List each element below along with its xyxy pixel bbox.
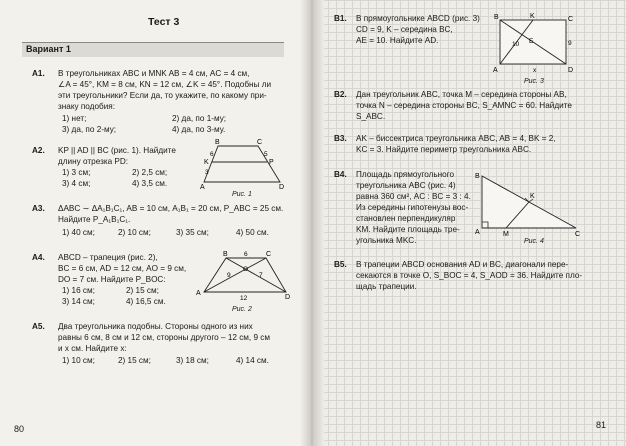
question-line: BC = 6 см, AD = 12 см, AO = 9 см, xyxy=(58,264,187,273)
answer-option: 3) 14 см; xyxy=(62,297,95,306)
label-6: 6 xyxy=(244,251,248,258)
question-line: равны 6 см, 8 см и 12 см, стороны другого – 12 см, 9 см xyxy=(58,333,271,342)
answer-option: 4) 16,5 см. xyxy=(126,297,166,306)
question-line: KC = 3. Найдите периметр треугольника ABC. xyxy=(356,145,532,154)
label-6: 6 xyxy=(210,151,214,158)
label-a: A xyxy=(196,290,201,297)
figure-caption: Рис. 3 xyxy=(524,78,544,85)
answer-option: 4) 50 см. xyxy=(236,228,269,237)
label-o: O xyxy=(243,266,249,273)
question-line: CD = 9, K – середина BC, xyxy=(356,25,453,34)
label-a: A xyxy=(475,229,480,236)
question-number: А1. xyxy=(32,69,45,78)
answer-option: 2) 15 см; xyxy=(126,286,159,295)
answer-option: 1) 40 см; xyxy=(62,228,95,237)
question-line: В трапеции ABCD основания AD и BC, диагонали пере- xyxy=(356,260,569,269)
label-c: C xyxy=(266,251,272,258)
question-number: А5. xyxy=(32,322,45,331)
label-e: E xyxy=(529,38,534,45)
answer-option: 2) 2,5 см; xyxy=(132,168,168,177)
question-line: AE = 10. Найдите AD. xyxy=(356,36,439,45)
question-line: KP || AD || BC (рис. 1). Найдите xyxy=(58,146,176,155)
answer-option: 4) 3,5 см. xyxy=(132,179,168,188)
answer-option: 3) 35 см; xyxy=(176,228,209,237)
label-b: B xyxy=(475,173,480,180)
label-x: x xyxy=(533,67,537,74)
question-line: щадь трапеции. xyxy=(356,282,417,291)
question-line: угольника MKC. xyxy=(356,236,417,245)
figure-caption: Рис. 2 xyxy=(232,306,252,313)
figure-caption: Рис. 4 xyxy=(524,238,544,245)
book-spine xyxy=(300,0,324,446)
question-line: знаку подобия: xyxy=(58,102,115,111)
figure-caption: Рис. 1 xyxy=(232,191,252,198)
label-b: B xyxy=(223,251,228,258)
question-line: и x см. Найдите x: xyxy=(58,344,127,353)
label-12: 12 xyxy=(240,295,248,302)
label-k: K xyxy=(204,159,209,166)
answer-option: 2) 10 см; xyxy=(118,228,151,237)
label-7: 7 xyxy=(259,272,263,279)
answer-option: 4) 14 см. xyxy=(236,356,269,365)
right-page xyxy=(312,0,626,446)
question-line: DO = 7 см. Найдите P_BOC: xyxy=(58,275,166,284)
question-line: Площадь прямоугольного xyxy=(356,170,455,179)
label-a: A xyxy=(493,67,498,74)
question-line: Два треугольника подобны. Стороны одного из них xyxy=(58,322,253,331)
question-line: ABCD – трапеция (рис. 2), xyxy=(58,253,158,262)
question-line: Найдите P_A₁B₁C₁. xyxy=(58,215,131,224)
question-line: ΔABC ∼ ΔA₁B₁C₁, AB = 10 см, A₁B₁ = 20 см, P_ABC = 25 см. xyxy=(58,204,284,213)
label-m: M xyxy=(503,231,509,236)
question-number: В5. xyxy=(334,260,347,269)
question-number: А4. xyxy=(32,253,45,262)
left-page xyxy=(0,0,312,446)
answer-option: 3) 18 см; xyxy=(176,356,209,365)
label-9: 9 xyxy=(227,272,231,279)
label-k: K xyxy=(530,193,535,200)
label-d: D xyxy=(568,67,574,74)
label-d: D xyxy=(279,184,285,190)
variant-title: Вариант 1 xyxy=(26,44,71,54)
question-line: AK – биссектриса треугольника ABC, AB = 4, BK = 2, xyxy=(356,134,556,143)
question-line: секаются в точке O, S_BOC = 4, S_AOD = 36. Найдите пло- xyxy=(356,271,583,280)
answer-option: 1) 16 см; xyxy=(62,286,95,295)
label-b: B xyxy=(494,14,499,21)
question-line: равна 360 см², AC : BC = 3 : 4. xyxy=(356,192,471,201)
answer-option: 1) нет; xyxy=(62,114,87,123)
label-c: C xyxy=(257,139,263,146)
test-title: Тест 3 xyxy=(148,16,180,28)
figure-3-rectangle xyxy=(492,12,578,76)
question-line: В треугольниках ABC и MNK AB = 4 см, AC = 4 см, xyxy=(58,69,250,78)
question-line: ∠A = 45°, KM = 8 см, KN = 12 см, ∠K = 45°. Подобны ли xyxy=(58,80,272,89)
question-number: В4. xyxy=(334,170,347,179)
page-number: 80 xyxy=(14,424,25,434)
question-number: А3. xyxy=(32,204,45,213)
answer-option: 1) 3 см; xyxy=(62,168,91,177)
question-number: А2. xyxy=(32,146,45,155)
label-p: P xyxy=(269,159,274,166)
label-3: 3 xyxy=(205,169,209,176)
question-number: В3. xyxy=(334,134,347,143)
page-number: 81 xyxy=(596,420,607,430)
label-9: 9 xyxy=(568,40,572,47)
question-line: Дан треугольник ABC, точка M – середина стороны AB, xyxy=(356,90,567,99)
question-line: S_ABC. xyxy=(356,112,386,121)
question-line: эти треугольники? Если да, то укажите, по какому при- xyxy=(58,91,267,100)
label-10: 10 xyxy=(512,41,520,48)
figure-1-trapezoid xyxy=(200,138,288,190)
question-line: длину отрезка PD: xyxy=(58,157,129,166)
question-line: В прямоугольнике ABCD (рис. 3) xyxy=(356,14,480,23)
label-c: C xyxy=(575,231,581,236)
question-number: В2. xyxy=(334,90,347,99)
answer-option: 2) 15 см; xyxy=(118,356,151,365)
answer-option: 3) 4 см; xyxy=(62,179,91,188)
label-b: B xyxy=(215,139,220,146)
question-line: точка N – середина стороны BC, S_AMNC = 60. Найдите xyxy=(356,101,572,110)
figure-2-trapezoid xyxy=(196,248,292,306)
answer-option: 1) 10 см; xyxy=(62,356,95,365)
question-number: В1. xyxy=(334,14,347,23)
answer-option: 2) да, по 1-му; xyxy=(172,114,227,123)
label-c: C xyxy=(568,16,574,23)
question-line: треугольника ABC (рис. 4) xyxy=(356,181,456,190)
label-5: 5 xyxy=(264,151,268,158)
question-line: становлен перпендикуляр xyxy=(356,214,456,223)
figure-4-right-triangle xyxy=(472,170,582,236)
answer-option: 3) да, по 2-му; xyxy=(62,125,117,134)
question-line: Из середины гипотенузы вос- xyxy=(356,203,469,212)
label-d: D xyxy=(285,294,291,301)
question-line: KM. Найдите площадь тре- xyxy=(356,225,460,234)
answer-option: 4) да, по 3-му. xyxy=(172,125,226,134)
label-k: K xyxy=(530,13,535,20)
label-a: A xyxy=(200,184,205,190)
